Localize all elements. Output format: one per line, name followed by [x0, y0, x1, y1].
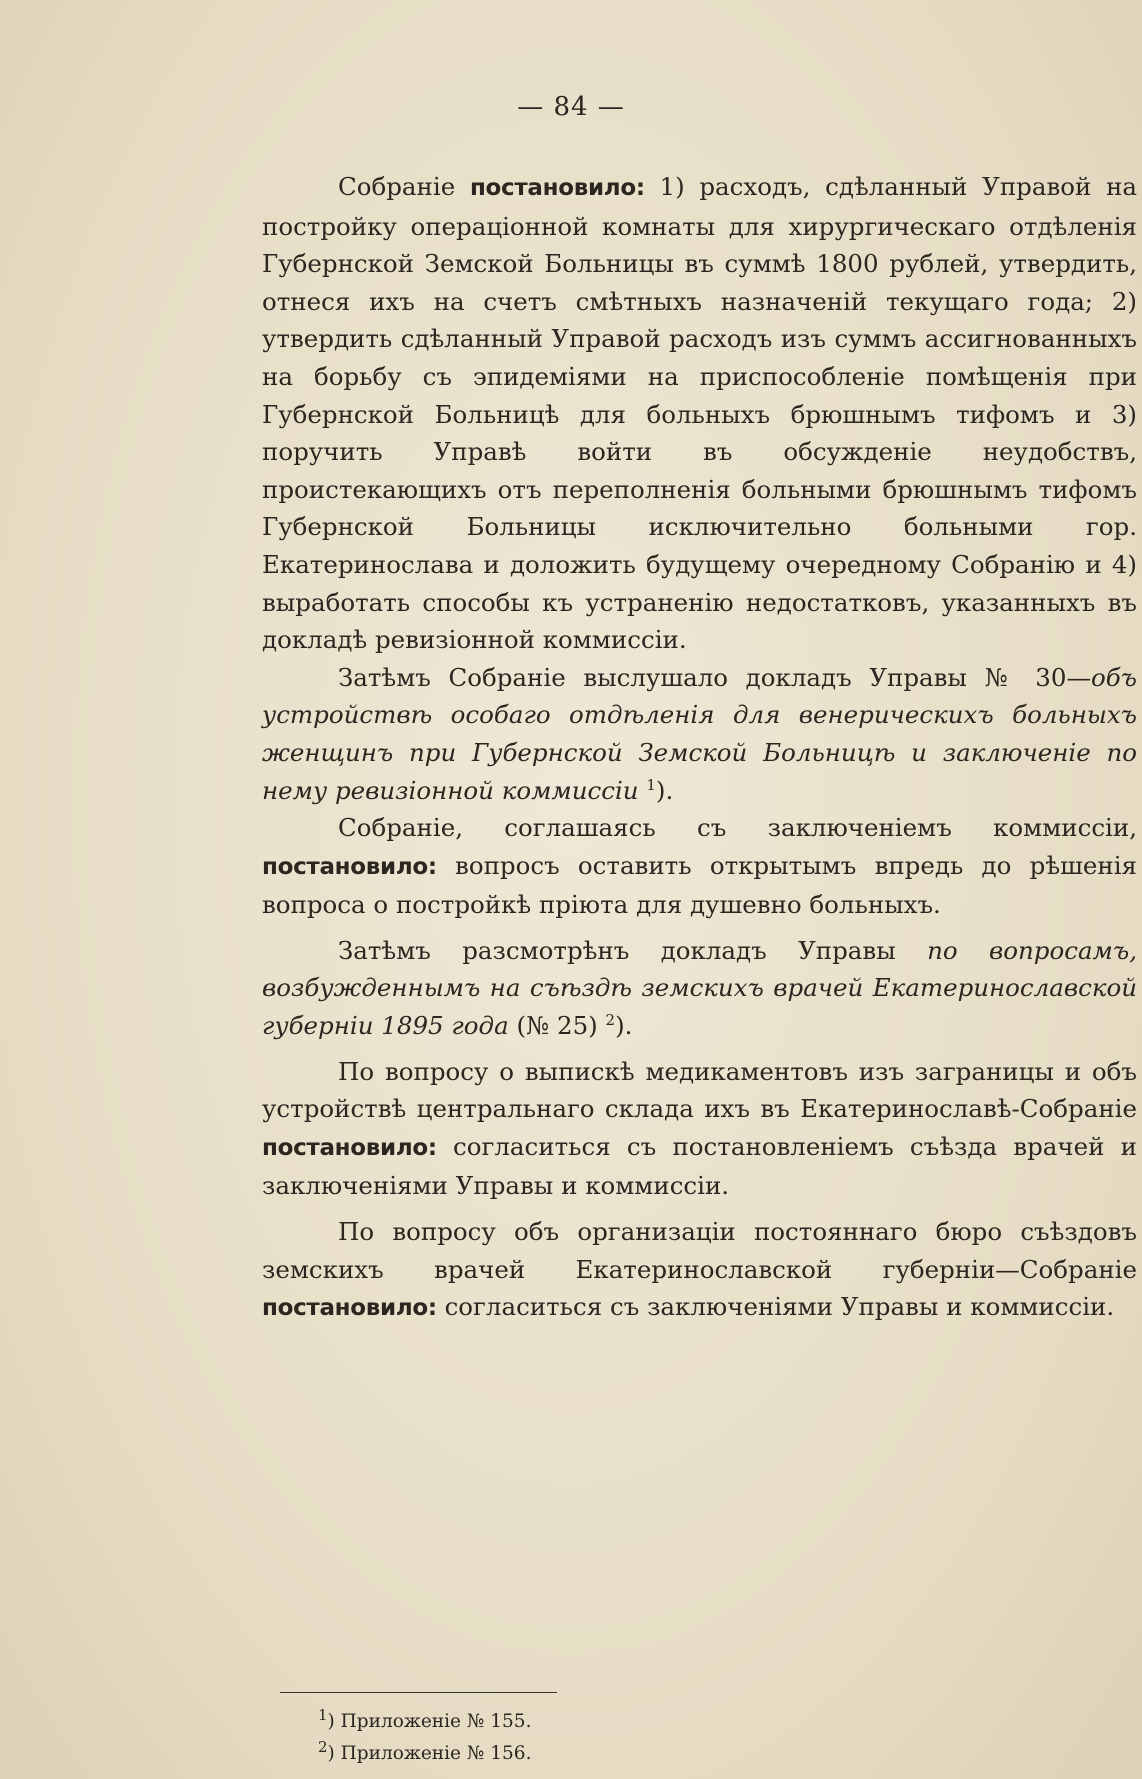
report-title: по вопросамъ, возбужденнымъ на съѣздѣ земскихъ врачей Екатеринославской губерніи 1895 года [262, 935, 1137, 1041]
text-span: (№ 25) [508, 1011, 606, 1041]
footnote-divider [280, 1692, 557, 1693]
paragraph-3 [262, 809, 1137, 924]
footnote-2 [318, 1738, 818, 1770]
paragraph-5 [262, 1053, 1137, 1205]
page-number: — 84 — [517, 92, 625, 122]
footnote-text: ) Приложеніе № 156. [327, 1743, 532, 1764]
footnote-mark: 1 [318, 1705, 328, 1724]
text-span: Собраніе [338, 172, 470, 201]
paragraph-2 [262, 659, 1137, 809]
resolution-keyword: постановило: [469, 175, 645, 201]
footnote-ref: 2 [605, 1010, 616, 1029]
text-span: Затѣмъ Собраніе выслушало докладъ Управы № 30— [338, 662, 1091, 692]
text-span: По вопросу объ организаціи постояннаго бюро съѣздовъ земскихъ врачей Екатеринославской губерніи—Собраніе [262, 1217, 1137, 1284]
text-span: ). [655, 775, 674, 805]
footnote-text: ) Приложеніе № 155. [327, 1711, 532, 1732]
footnotes [318, 1706, 818, 1770]
footnote-ref: 1 [646, 775, 656, 794]
resolution-keyword: постановило: [262, 853, 437, 880]
paragraph-4 [262, 932, 1137, 1045]
text-span: вопросъ оставить открытымъ впредь до рѣшенія вопроса о постройкѣ пріюта для душевно больныхъ. [262, 850, 1137, 920]
text-span: согласиться съ постановленіемъ съѣзда врачей и заключеніями Управы и коммиссіи. [262, 1131, 1137, 1201]
resolution-keyword: постановило: [262, 1134, 437, 1161]
text-span: согласиться съ заключеніями Управы и коммиссіи. [436, 1292, 1115, 1322]
text-span: Собраніе, соглашаясь съ заключеніемъ коммиссіи, [338, 813, 1137, 843]
footnote-mark: 2 [318, 1737, 328, 1756]
text-span: По вопросу о выпискѣ медикаментовъ изъ заграницы и объ устройствѣ центральнаго склада ихъ въ Екатеринославѣ-Собраніе [262, 1056, 1137, 1124]
paragraph-6 [262, 1213, 1137, 1328]
paragraph-1 [262, 168, 1137, 659]
text-span: 1) расходъ, сдѣланный Управой на постройку операціонной комнаты для хирургическаго отдѣленія Губернской Земской Больницы въ суммѣ 1800 рублей, утвердить, отнеся ихъ на счетъ смѣтныхъ назначеній текущаго года; 2) утвердить сдѣланный Управой расходъ изъ суммъ ассигнованныхъ на борьбу съ эпидеміями на приспособленіе помѣщенія при Губернской Больницѣ для больныхъ брюшнымъ тифомъ и 3) поручить Управѣ войти въ обсужденіе неудобствъ, проистекающихъ отъ переполненія больными брюшнымъ тифомъ Губернской Больницы исключительно больными гор. Екатеринослава и доложить будущему очередному Собранію и 4) выработать способы къ устраненію недостатковъ, указанныхъ въ докладѣ ревизіонной коммиссіи. [262, 172, 1137, 655]
footnote-1 [318, 1706, 818, 1738]
resolution-keyword: постановило: [262, 1295, 437, 1322]
text-span: Затѣмъ разсмотрѣнъ докладъ Управы [338, 935, 928, 965]
text-span: ). [615, 1011, 633, 1041]
report-title: объ устройствѣ особаго отдѣленія для венерическихъ больныхъ женщинъ при Губернской Земской Больницѣ и заключеніе по нему ревизіонной коммиссіи [262, 662, 1137, 805]
body-text [262, 168, 1137, 1328]
